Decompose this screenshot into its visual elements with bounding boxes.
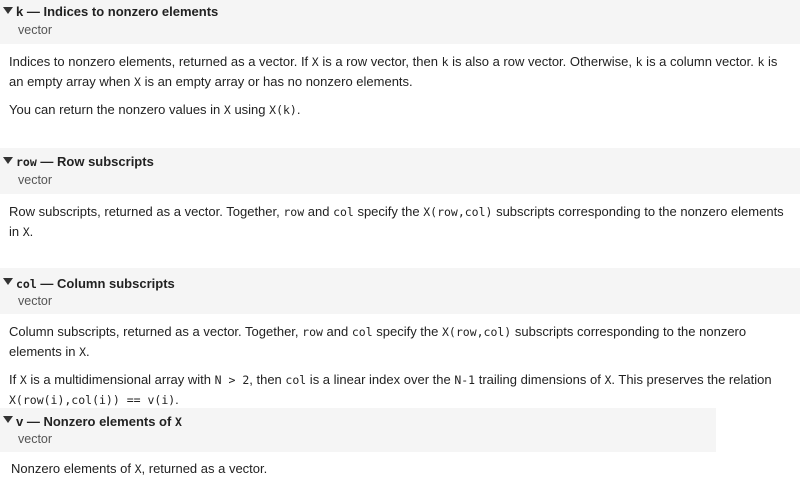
output-arg-row-header[interactable] xyxy=(0,148,800,194)
output-arg-k-paragraph-2: You can return the nonzero values in X using X(k). xyxy=(9,102,301,117)
output-arg-k-name: k — Indices to nonzero elements xyxy=(16,4,219,19)
output-arg-row-description xyxy=(9,202,790,242)
output-arg-k-datatype: vector xyxy=(18,23,53,37)
output-arg-k-description xyxy=(9,52,790,120)
output-arg-col-name: col — Column subscripts xyxy=(16,276,175,291)
output-arg-v xyxy=(0,408,800,476)
output-arg-col-paragraph-2: If X is a multidimensional array with N > 2, then col is a linear index over the N-1 trailing dimensions of X. This preserves the relation X(row(i),col(i)) == v(i). xyxy=(9,372,772,407)
output-arg-k xyxy=(0,0,800,117)
output-arg-col-header[interactable] xyxy=(0,268,800,314)
output-arg-v-header[interactable] xyxy=(0,408,716,452)
output-arg-col xyxy=(0,268,800,407)
output-arg-v-paragraph-1: Nonzero elements of X, returned as a vector. xyxy=(11,461,268,476)
expand-triangle-icon[interactable] xyxy=(3,7,13,14)
output-arg-v-datatype: vector xyxy=(18,432,53,446)
expand-triangle-icon[interactable] xyxy=(3,416,13,423)
expand-triangle-icon[interactable] xyxy=(3,278,13,285)
expand-triangle-icon[interactable] xyxy=(3,157,13,164)
output-arg-k-header[interactable] xyxy=(0,0,800,44)
output-arg-col-datatype: vector xyxy=(18,294,53,308)
output-arg-row xyxy=(0,148,800,239)
output-arg-row-name: row — Row subscripts xyxy=(16,154,154,169)
output-arg-v-description xyxy=(11,459,790,479)
output-arg-row-paragraph-1: Row subscripts, returned as a vector. Together, row and col specify the X(row,col) subscripts corresponding to the nonzero elements in X. xyxy=(9,204,784,239)
output-arg-v-name: v — Nonzero elements of X xyxy=(16,414,182,429)
output-arg-row-datatype: vector xyxy=(18,173,53,187)
output-arg-col-paragraph-1: Column subscripts, returned as a vector. Together, row and col specify the X(row,col) subscripts corresponding to the nonzero elements in X. xyxy=(9,324,747,359)
output-arg-k-paragraph-1: Indices to nonzero elements, returned as a vector. If X is a row vector, then k is also a row vector. Otherwise, k is a column vector. k is an empty array when X is an empty array or has no nonzero elements. xyxy=(9,54,778,89)
output-arg-col-description xyxy=(9,322,790,410)
